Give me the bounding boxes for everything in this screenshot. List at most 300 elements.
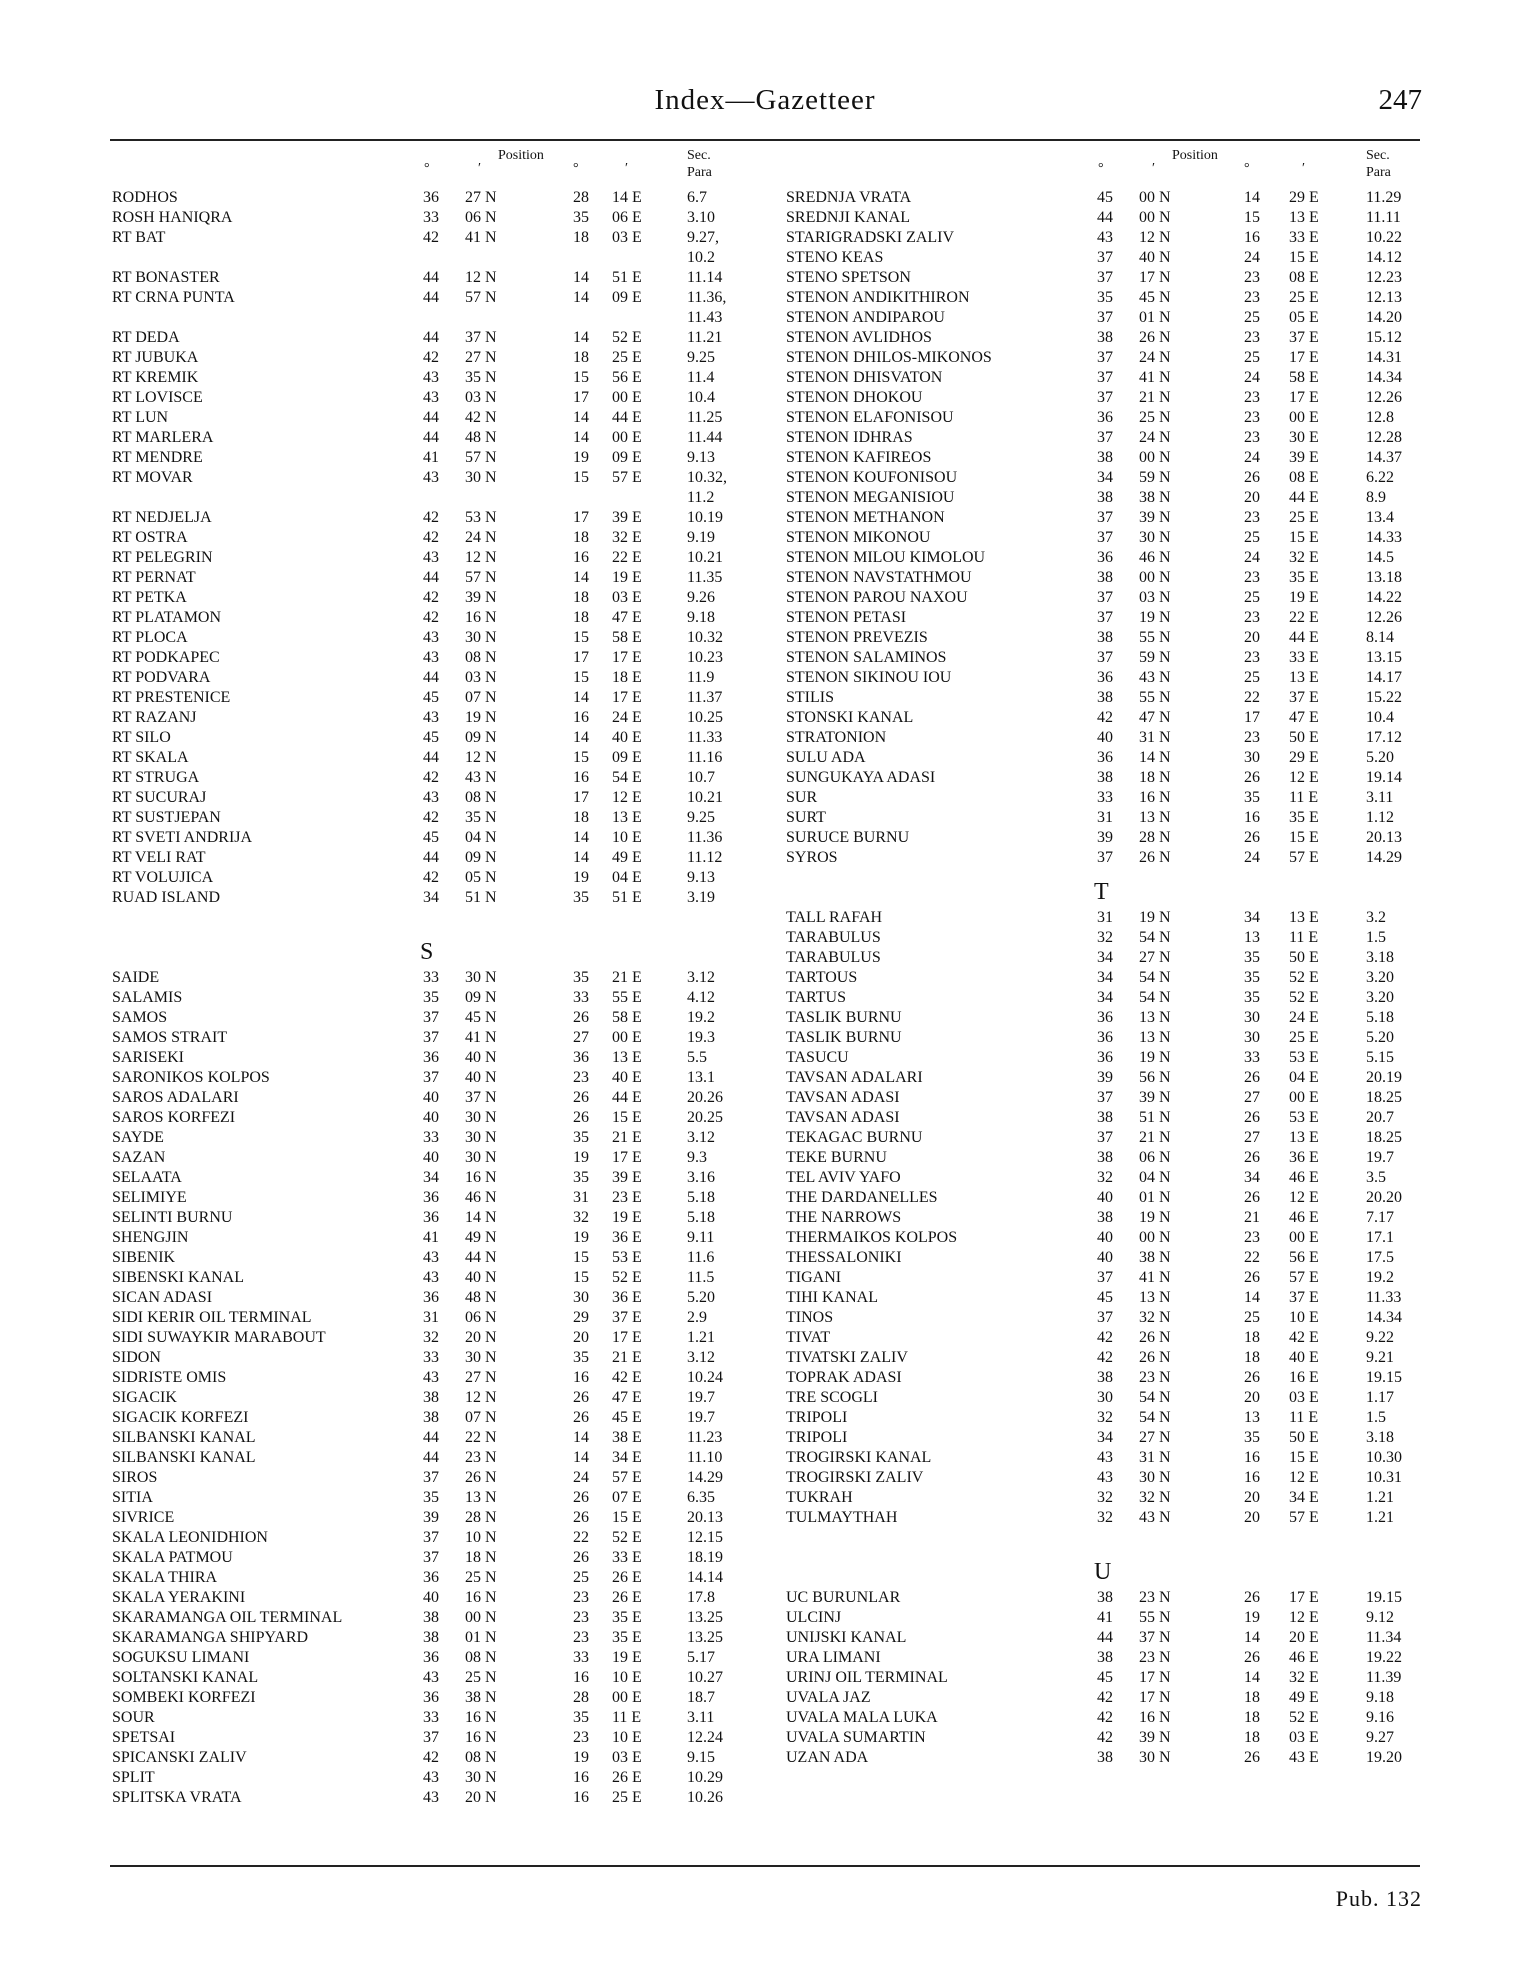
- section-paragraph: 19.7: [687, 1409, 715, 1426]
- gazetteer-entry: [110, 1528, 790, 1548]
- longitude-minutes: 11 E: [1289, 789, 1319, 806]
- place-name: RT PLOCA: [112, 629, 188, 646]
- longitude-degrees: 25: [1244, 309, 1260, 326]
- section-paragraph: 11.33: [687, 729, 723, 746]
- gazetteer-entry: [110, 1488, 790, 1508]
- latitude-degrees: 38: [423, 1389, 439, 1406]
- place-name: RT LUN: [112, 409, 169, 426]
- longitude-minutes: 35 E: [1289, 569, 1319, 586]
- latitude-degrees: 45: [1097, 1669, 1113, 1686]
- section-letter: [110, 908, 790, 968]
- section-paragraph: 10.26: [687, 1789, 723, 1806]
- gazetteer-entry: [110, 568, 790, 588]
- gazetteer-entry: [110, 608, 790, 628]
- place-name: STENON IDHRAS: [786, 429, 913, 446]
- latitude-minutes: 30 N: [1139, 1749, 1171, 1766]
- gazetteer-entry: [110, 768, 790, 788]
- latitude-minutes: 08 N: [465, 1649, 497, 1666]
- latitude-degrees: 37: [1097, 649, 1113, 666]
- latitude-minutes: 25 N: [465, 1569, 497, 1586]
- section-paragraph: 10.25: [687, 709, 723, 726]
- latitude-minutes: 19 N: [1139, 1209, 1171, 1226]
- longitude-minutes: 26 E: [612, 1589, 642, 1606]
- latitude-degrees: 38: [1097, 1649, 1113, 1666]
- place-name: SIBENSKI KANAL: [112, 1269, 244, 1286]
- gazetteer-entry: [784, 668, 1464, 688]
- place-name: SOLTANSKI KANAL: [112, 1669, 259, 1686]
- gazetteer-entry: [110, 1008, 790, 1028]
- latitude-minutes: 38 N: [1139, 1249, 1171, 1266]
- place-name: TEKE BURNU: [786, 1149, 887, 1166]
- section-paragraph: 5.18: [687, 1209, 715, 1226]
- latitude-degrees: 44: [1097, 209, 1113, 226]
- longitude-degrees: 16: [573, 1769, 589, 1786]
- longitude-degrees: 14: [1244, 189, 1260, 206]
- longitude-minutes: 22 E: [612, 549, 642, 566]
- latitude-minutes: 07 N: [465, 689, 497, 706]
- place-name: TINOS: [786, 1309, 834, 1326]
- section-paragraph: 3.18: [1366, 949, 1394, 966]
- longitude-degrees: 26: [573, 1549, 589, 1566]
- latitude-minutes: 48 N: [465, 1289, 497, 1306]
- longitude-degrees: 18: [573, 349, 589, 366]
- place-name: TOPRAK ADASI: [786, 1369, 902, 1386]
- longitude-minutes: 37 E: [1289, 689, 1319, 706]
- longitude-degrees: 14: [573, 849, 589, 866]
- longitude-degrees: 14: [573, 569, 589, 586]
- latitude-minutes: 18 N: [1139, 769, 1171, 786]
- longitude-minutes: 33 E: [1289, 649, 1319, 666]
- place-name: STENON DHOKOU: [786, 389, 923, 406]
- longitude-degrees: 32: [573, 1209, 589, 1226]
- gazetteer-entry: [110, 988, 790, 1008]
- latitude-degrees: 44: [423, 1449, 439, 1466]
- longitude-minutes: 39 E: [612, 1169, 642, 1186]
- longitude-degrees: 16: [1244, 809, 1260, 826]
- longitude-minutes: 39 E: [612, 509, 642, 526]
- latitude-minutes: 45 N: [1139, 289, 1171, 306]
- gazetteer-entry: [784, 1088, 1464, 1108]
- latitude-degrees: 43: [423, 629, 439, 646]
- place-name: SICAN ADASI: [112, 1289, 213, 1306]
- latitude-minutes: 51 N: [1139, 1109, 1171, 1126]
- longitude-minutes: 34 E: [1289, 1489, 1319, 1506]
- gazetteer-entry: [784, 968, 1464, 988]
- longitude-degrees: 18: [1244, 1329, 1260, 1346]
- latitude-minutes: 26 N: [1139, 1349, 1171, 1366]
- longitude-degrees: 20: [1244, 629, 1260, 646]
- place-name: SPETSAI: [112, 1729, 176, 1746]
- latitude-minutes: 16 N: [465, 1729, 497, 1746]
- gazetteer-entry: [784, 1008, 1464, 1028]
- section-paragraph: 5.15: [1366, 1049, 1394, 1066]
- longitude-degrees: 14: [573, 409, 589, 426]
- latitude-degrees: 36: [423, 1189, 439, 1206]
- section-paragraph: 20.13: [687, 1509, 723, 1526]
- longitude-degrees: 34: [1244, 1169, 1260, 1186]
- gazetteer-entry: [784, 1688, 1464, 1708]
- latitude-minutes: 24 N: [465, 529, 497, 546]
- section-paragraph: 1.5: [1366, 929, 1386, 946]
- latitude-minutes: 00 N: [1139, 449, 1171, 466]
- latitude-minutes: 07 N: [465, 1409, 497, 1426]
- gazetteer-entry: [110, 1288, 790, 1308]
- section-paragraph: 9.27,: [687, 229, 719, 246]
- longitude-degrees: 16: [573, 1669, 589, 1686]
- latitude-minutes: 04 N: [1139, 1169, 1171, 1186]
- latitude-minutes: 08 N: [465, 1749, 497, 1766]
- latitude-degrees: 37: [1097, 1089, 1113, 1106]
- longitude-degrees: 26: [1244, 469, 1260, 486]
- longitude-minutes: 15 E: [1289, 829, 1319, 846]
- place-name: SELIMIYE: [112, 1189, 187, 1206]
- latitude-degrees: 36: [1097, 1009, 1113, 1026]
- section-paragraph: 9.21: [1366, 1349, 1394, 1366]
- latitude-degrees: 43: [423, 549, 439, 566]
- longitude-degrees: 26: [573, 1089, 589, 1106]
- place-name: TIGANI: [786, 1269, 842, 1286]
- latitude-degrees: 41: [423, 1229, 439, 1246]
- gazetteer-entry: [110, 408, 790, 428]
- latitude-degrees: 34: [423, 889, 439, 906]
- latitude-degrees: 40: [423, 1109, 439, 1126]
- gazetteer-entry: [784, 1248, 1464, 1268]
- place-name: UVALA JAZ: [786, 1689, 871, 1706]
- section-paragraph: 5.20: [1366, 1029, 1394, 1046]
- gazetteer-entry: [784, 788, 1464, 808]
- gazetteer-entry: [110, 808, 790, 828]
- longitude-degrees: 26: [1244, 769, 1260, 786]
- longitude-degrees: 28: [573, 189, 589, 206]
- latitude-minutes: 25 N: [465, 1669, 497, 1686]
- place-name: TRIPOLI: [786, 1429, 848, 1446]
- gazetteer-entry: [784, 248, 1464, 268]
- latitude-degrees: 40: [1097, 1249, 1113, 1266]
- longitude-degrees: 30: [1244, 749, 1260, 766]
- longitude-degrees: 34: [1244, 909, 1260, 926]
- latitude-minutes: 27 N: [1139, 949, 1171, 966]
- place-name: SYROS: [786, 849, 838, 866]
- place-name: TALL RAFAH: [786, 909, 883, 926]
- place-name: STENON MILOU KIMOLOU: [786, 549, 986, 566]
- gazetteer-entry: [784, 1388, 1464, 1408]
- latitude-degrees: 32: [1097, 1169, 1113, 1186]
- longitude-minutes: 09 E: [612, 289, 642, 306]
- latitude-minutes: 17 N: [1139, 1689, 1171, 1706]
- place-name: TAVSAN ADALARI: [786, 1069, 923, 1086]
- longitude-degrees: 27: [573, 1029, 589, 1046]
- gazetteer-entry: [784, 1628, 1464, 1648]
- longitude-minutes: 44 E: [612, 409, 642, 426]
- place-name: SHENGJIN: [112, 1229, 189, 1246]
- longitude-degrees: 23: [1244, 329, 1260, 346]
- gazetteer-entry: [110, 428, 790, 448]
- longitude-degrees: 20: [1244, 1489, 1260, 1506]
- longitude-degrees: 30: [1244, 1029, 1260, 1046]
- section-paragraph: 11.39: [1366, 1669, 1402, 1686]
- longitude-minutes: 24 E: [612, 709, 642, 726]
- section-paragraph: 13.18: [1366, 569, 1402, 586]
- latitude-degrees: 38: [1097, 1149, 1113, 1166]
- longitude-minutes: 25 E: [1289, 1029, 1319, 1046]
- place-name: RT PRESTENICE: [112, 689, 231, 706]
- longitude-degrees: 27: [1244, 1089, 1260, 1106]
- longitude-degrees: 16: [573, 549, 589, 566]
- section-paragraph: 18.19: [687, 1549, 723, 1566]
- longitude-minutes: 58 E: [612, 629, 642, 646]
- latitude-minutes: 00 N: [1139, 189, 1171, 206]
- section-paragraph: 19.2: [687, 1009, 715, 1026]
- section-paragraph: 6.35: [687, 1489, 715, 1506]
- latitude-minutes: 20 N: [465, 1329, 497, 1346]
- gazetteer-entry: [110, 788, 790, 808]
- gazetteer-entry: [784, 1608, 1464, 1628]
- longitude-minutes: 42 E: [612, 1369, 642, 1386]
- section-paragraph: 10.27: [687, 1669, 723, 1686]
- gazetteer-entry: [784, 1648, 1464, 1668]
- gazetteer-entry: [784, 488, 1464, 508]
- longitude-minutes: 11 E: [1289, 1409, 1319, 1426]
- latitude-minutes: 16 N: [465, 1589, 497, 1606]
- latitude-degrees: 45: [1097, 189, 1113, 206]
- section-paragraph: 19.3: [687, 1029, 715, 1046]
- longitude-minutes: 44 E: [1289, 629, 1319, 646]
- latitude-degrees: 30: [1097, 1389, 1113, 1406]
- place-name: SKARAMANGA SHIPYARD: [112, 1629, 309, 1646]
- longitude-degrees: 23: [1244, 289, 1260, 306]
- longitude-degrees: 24: [1244, 849, 1260, 866]
- place-name: STENON KOUFONISOU: [786, 469, 958, 486]
- section-paragraph: 9.16: [1366, 1709, 1394, 1726]
- gazetteer-entry: [110, 1568, 790, 1588]
- latitude-degrees: 43: [423, 389, 439, 406]
- gazetteer-entry: [784, 1468, 1464, 1488]
- longitude-minutes: 10 E: [612, 829, 642, 846]
- latitude-degrees: 43: [1097, 229, 1113, 246]
- longitude-minutes: 13 E: [612, 809, 642, 826]
- gazetteer-entry: [784, 1048, 1464, 1068]
- longitude-minutes: 21 E: [612, 969, 642, 986]
- place-name: RT SVETI ANDRIJA: [112, 829, 253, 846]
- latitude-minutes: 19 N: [465, 709, 497, 726]
- latitude-minutes: 26 N: [1139, 849, 1171, 866]
- latitude-degrees: 36: [1097, 669, 1113, 686]
- latitude-minutes: 28 N: [1139, 829, 1171, 846]
- latitude-minutes: 49 N: [465, 1229, 497, 1246]
- latitude-degrees: 43: [423, 1249, 439, 1266]
- latitude-degrees: 33: [1097, 789, 1113, 806]
- gazetteer-entry: [110, 448, 790, 468]
- section-paragraph: 1.21: [1366, 1509, 1394, 1526]
- latitude-degrees: 42: [423, 769, 439, 786]
- section-paragraph: 13.25: [687, 1629, 723, 1646]
- longitude-degrees: 23: [1244, 389, 1260, 406]
- gazetteer-entry: [784, 568, 1464, 588]
- lon-degree-symbol: °: [1244, 161, 1250, 176]
- latitude-degrees: 43: [423, 469, 439, 486]
- place-name: SOUR: [112, 1709, 155, 1726]
- place-name: ULCINJ: [786, 1609, 842, 1626]
- longitude-minutes: 17 E: [1289, 349, 1319, 366]
- section-paragraph: 14.12: [1366, 249, 1402, 266]
- place-name: SIGACIK KORFEZI: [112, 1409, 249, 1426]
- gazetteer-entry: [784, 768, 1464, 788]
- gazetteer-entry: [110, 688, 790, 708]
- longitude-minutes: 53 E: [612, 1249, 642, 1266]
- longitude-minutes: 00 E: [612, 429, 642, 446]
- section-paragraph: 13.4: [1366, 509, 1394, 526]
- longitude-minutes: 00 E: [612, 1689, 642, 1706]
- section-paragraph: 11.14: [687, 269, 723, 286]
- gazetteer-entry: [784, 1328, 1464, 1348]
- gazetteer-entry: [784, 828, 1464, 848]
- section-paragraph: 14.20: [1366, 309, 1402, 326]
- latitude-degrees: 45: [1097, 1289, 1113, 1306]
- place-name: TEL AVIV YAFO: [786, 1169, 901, 1186]
- latitude-degrees: 36: [423, 1649, 439, 1666]
- section-paragraph: 3.11: [1366, 789, 1394, 806]
- longitude-degrees: 26: [573, 1389, 589, 1406]
- place-name: THE DARDANELLES: [786, 1189, 938, 1206]
- longitude-degrees: 18: [1244, 1729, 1260, 1746]
- longitude-minutes: 58 E: [612, 1009, 642, 1026]
- longitude-minutes: 05 E: [1289, 309, 1319, 326]
- place-name: RT LOVISCE: [112, 389, 203, 406]
- section-paragraph: 5.20: [687, 1289, 715, 1306]
- gazetteer-entry: [110, 1128, 790, 1148]
- place-name: STILIS: [786, 689, 834, 706]
- latitude-minutes: 47 N: [1139, 709, 1171, 726]
- gazetteer-entry: [784, 1188, 1464, 1208]
- latitude-minutes: 03 N: [1139, 589, 1171, 606]
- latitude-minutes: 40 N: [1139, 249, 1171, 266]
- latitude-degrees: 37: [1097, 389, 1113, 406]
- latitude-minutes: 45 N: [465, 1009, 497, 1026]
- section-paragraph: 12.23: [1366, 269, 1402, 286]
- longitude-degrees: 26: [573, 1509, 589, 1526]
- gazetteer-entry: [784, 748, 1464, 768]
- place-name: SKALA YERAKINI: [112, 1589, 246, 1606]
- left-entries: [110, 188, 790, 1808]
- section-paragraph: 10.23: [687, 649, 723, 666]
- section-paragraph: 11.9: [687, 669, 715, 686]
- gazetteer-entry: [110, 1428, 790, 1448]
- place-name: TASLIK BURNU: [786, 1009, 902, 1026]
- gazetteer-entry: [110, 1248, 790, 1268]
- place-name: STENO KEAS: [786, 249, 884, 266]
- place-name: TASLIK BURNU: [786, 1029, 902, 1046]
- longitude-degrees: 26: [1244, 1109, 1260, 1126]
- longitude-degrees: 35: [1244, 1429, 1260, 1446]
- latitude-minutes: 19 N: [1139, 609, 1171, 626]
- latitude-minutes: 40 N: [465, 1049, 497, 1066]
- section-paragraph: 11.35: [687, 569, 723, 586]
- longitude-minutes: 32 E: [1289, 549, 1319, 566]
- longitude-degrees: 20: [1244, 1509, 1260, 1526]
- latitude-degrees: 38: [1097, 689, 1113, 706]
- section-paragraph: 18.7: [687, 1689, 715, 1706]
- latitude-minutes: 32 N: [1139, 1309, 1171, 1326]
- section-paragraph: 1.5: [1366, 1409, 1386, 1426]
- longitude-degrees: 26: [1244, 829, 1260, 846]
- latitude-degrees: 42: [1097, 1729, 1113, 1746]
- place-name: RT OSTRA: [112, 529, 188, 546]
- latitude-degrees: 34: [1097, 949, 1113, 966]
- place-name: STENON ANDIPAROU: [786, 309, 945, 326]
- longitude-minutes: 52 E: [1289, 969, 1319, 986]
- longitude-minutes: 39 E: [1289, 449, 1319, 466]
- longitude-degrees: 22: [1244, 689, 1260, 706]
- latitude-minutes: 03 N: [465, 669, 497, 686]
- gazetteer-entry: [110, 488, 790, 508]
- longitude-minutes: 58 E: [1289, 369, 1319, 386]
- gazetteer-entry: [110, 528, 790, 548]
- section-paragraph: 9.25: [687, 349, 715, 366]
- longitude-degrees: 14: [573, 829, 589, 846]
- latitude-minutes: 17 N: [1139, 1669, 1171, 1686]
- gazetteer-entry: [110, 1068, 790, 1088]
- longitude-minutes: 52 E: [612, 1269, 642, 1286]
- latitude-degrees: 36: [423, 1289, 439, 1306]
- place-name: TROGIRSKI ZALIV: [786, 1469, 924, 1486]
- section-paragraph: 14.31: [1366, 349, 1402, 366]
- lat-minute-symbol: ′: [1152, 161, 1156, 176]
- latitude-degrees: 38: [1097, 1749, 1113, 1766]
- latitude-degrees: 42: [423, 809, 439, 826]
- longitude-degrees: 31: [573, 1189, 589, 1206]
- longitude-minutes: 40 E: [1289, 1349, 1319, 1366]
- gazetteer-entry: [784, 448, 1464, 468]
- gazetteer-entry: [110, 1508, 790, 1528]
- gazetteer-entry: [784, 608, 1464, 628]
- longitude-degrees: 19: [573, 869, 589, 886]
- longitude-minutes: 25 E: [1289, 509, 1319, 526]
- gazetteer-entry: [110, 388, 790, 408]
- longitude-minutes: 47 E: [1289, 709, 1319, 726]
- section-paragraph: 20.7: [1366, 1109, 1394, 1126]
- gazetteer-entry: [110, 508, 790, 528]
- gazetteer-entry: [110, 208, 790, 228]
- section-paragraph: 19.2: [1366, 1269, 1394, 1286]
- latitude-minutes: 00 N: [1139, 209, 1171, 226]
- place-name: TIVATSKI ZALIV: [786, 1349, 908, 1366]
- gazetteer-entry: [784, 408, 1464, 428]
- longitude-degrees: 26: [573, 1009, 589, 1026]
- longitude-degrees: 14: [573, 429, 589, 446]
- longitude-minutes: 51 E: [612, 889, 642, 906]
- latitude-degrees: 37: [1097, 509, 1113, 526]
- section-paragraph: 3.12: [687, 1349, 715, 1366]
- longitude-degrees: 35: [1244, 989, 1260, 1006]
- latitude-minutes: 42 N: [465, 409, 497, 426]
- latitude-degrees: 36: [423, 1209, 439, 1226]
- latitude-degrees: 44: [423, 329, 439, 346]
- gazetteer-entry: [784, 348, 1464, 368]
- longitude-minutes: 19 E: [612, 1209, 642, 1226]
- longitude-minutes: 57 E: [612, 1469, 642, 1486]
- place-name: SAROS ADALARI: [112, 1089, 239, 1106]
- longitude-minutes: 21 E: [612, 1349, 642, 1366]
- longitude-degrees: 15: [573, 369, 589, 386]
- place-name: STENON PAROU NAXOU: [786, 589, 968, 606]
- section-paragraph: 11.34: [1366, 1629, 1402, 1646]
- gazetteer-entry: [110, 848, 790, 868]
- longitude-degrees: 26: [573, 1489, 589, 1506]
- section-paragraph: 1.17: [1366, 1389, 1394, 1406]
- longitude-degrees: 13: [1244, 1409, 1260, 1426]
- place-name: SAIDE: [112, 969, 160, 986]
- longitude-minutes: 09 E: [612, 449, 642, 466]
